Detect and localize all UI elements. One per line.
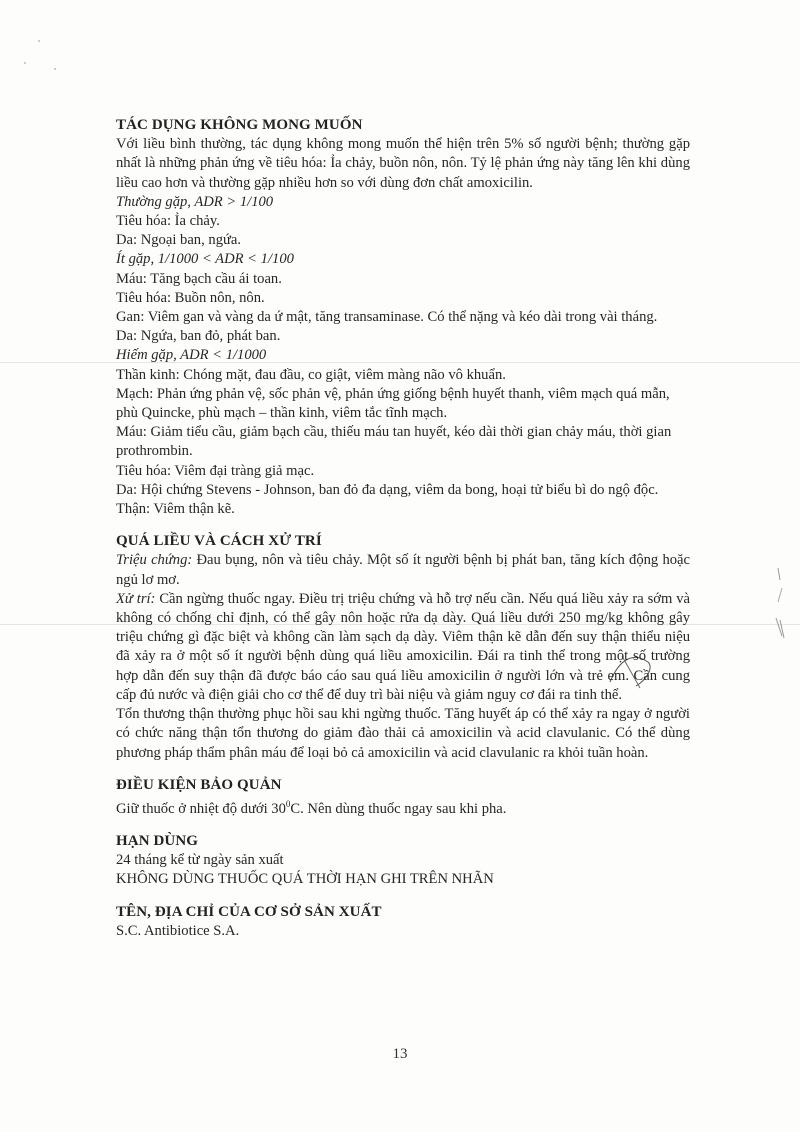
- section-heading: ĐIỀU KIỆN BẢO QUẢN: [116, 776, 282, 793]
- manufacturer-name: S.C. Antibiotice S.A.: [116, 922, 240, 939]
- adverse-effect-line: Tiêu hóa: Buồn nôn, nôn.: [116, 289, 265, 306]
- frequency-subheading: Thường gặp, ADR > 1/100: [116, 193, 274, 210]
- scan-speck: [24, 62, 26, 64]
- adverse-effect-line: Máu: Giảm tiểu cầu, giảm bạch cầu, thiếu máu tan huyết, kéo dài thời gian chảy máu, thời gian prothrombin.: [116, 424, 672, 460]
- section-heading: QUÁ LIỀU VÀ CÁCH XỬ TRÍ: [116, 533, 322, 550]
- frequency-subheading: Ít gặp, 1/1000 < ADR < 1/100: [116, 251, 294, 268]
- symptoms-paragraph: [116, 551, 690, 589]
- storage-text: [116, 795, 690, 819]
- storage-text-after: C. Nên dùng thuốc ngay sau khi pha.: [290, 800, 507, 817]
- adverse-effect-line: Máu: Tăng bạch cầu ái toan.: [116, 270, 282, 287]
- storage-text-before: Giữ thuốc ở nhiệt độ dưới 30: [116, 800, 286, 817]
- adverse-effect-line: Da: Hội chứng Stevens - Johnson, ban đỏ đa dạng, viêm da bong, hoại tử biểu bì do ngộ độc.: [116, 481, 659, 498]
- adverse-effect-line: Thận: Viêm thận kẽ.: [116, 501, 235, 518]
- adverse-effect-line: Tiêu hóa: Ỉa chảy.: [116, 213, 220, 230]
- section-heading: HẠN DÙNG: [116, 832, 199, 849]
- page-content: [116, 116, 690, 941]
- symptoms-text: Đau bụng, nôn và tiêu chảy. Một số ít người bệnh bị phát ban, tăng kích động hoặc ngủ lơ mơ.: [116, 552, 691, 588]
- degree-mark: 0: [285, 798, 291, 809]
- treatment-text: Cần ngừng thuốc ngay. Điều trị triệu chứng và hỗ trợ nếu cần. Nếu quá liều xảy ra sớm và không có chống chỉ định, có thể gây nôn hoặc rửa dạ dày. Quá liều dưới 250 mg/kg không gây triệu chứng gì đặc biệt và không cần làm sạch dạ dày. Viêm thận kẽ dẫn đến suy thận thiểu niệu đã xảy ra ở một số ít người bệnh dùng quá liều amoxicilin. Đái ra tinh thể trong một số trường hợp dẫn đến suy thận đã được báo cáo sau quá liều amoxicilin ở người lớn và trẻ em. Cần cung cấp đủ nước và điện giải cho cơ thể để duy trì bài niệu và giảm nguy cơ đái ra tinh thể.: [116, 590, 691, 703]
- shelf-life-line: 24 tháng kể từ ngày sản xuất: [116, 852, 284, 869]
- adverse-effects-list: [116, 193, 690, 519]
- treatment-paragraph: [116, 590, 690, 705]
- symptoms-label: Triệu chứng:: [116, 552, 193, 569]
- adverse-effect-line: Da: Ngứa, ban đỏ, phát ban.: [116, 328, 281, 345]
- scan-speck: [38, 40, 40, 42]
- shelf-life-warning: KHÔNG DÙNG THUỐC QUÁ THỜI HẠN GHI TRÊN NHÃN: [116, 871, 494, 888]
- adverse-effect-line: Mạch: Phản ứng phản vệ, sốc phản vệ, phản ứng giống bệnh huyết thanh, viêm mạch quá mẫn, phù Quincke, phù mạch – thần kinh, viêm tắc tĩnh mạch.: [116, 385, 670, 422]
- storage-section: [116, 776, 690, 819]
- section-heading: TÁC DỤNG KHÔNG MONG MUỐN: [116, 117, 363, 133]
- renal-paragraph: Tổn thương thận thường phục hồi sau khi ngừng thuốc. Tăng huyết áp có thể xảy ra ngay ở người có chức năng thận tổn thương do giảm đào thải cả amoxicilin và acid clavulanic. Có thể dùng phương pháp thẩm phân máu để loại bỏ cả amoxicilin và acid clavulanic ra khỏi tuần hoàn.: [116, 706, 690, 761]
- treatment-label: Xử trí:: [116, 590, 156, 607]
- manufacturer-section: [116, 903, 690, 941]
- adverse-effect-line: Tiêu hóa: Viêm đại tràng giả mạc.: [116, 462, 315, 479]
- scan-speck: [54, 68, 56, 70]
- shelf-life-section: [116, 832, 690, 890]
- frequency-subheading: Hiếm gặp, ADR < 1/1000: [116, 347, 267, 364]
- adverse-effect-line: Gan: Viêm gan và vàng da ứ mật, tăng transaminase. Có thể nặng và kéo dài trong vài tháng.: [116, 309, 658, 326]
- adverse-effect-line: Da: Ngoại ban, ngứa.: [116, 232, 242, 249]
- section-heading: TÊN, ĐỊA CHỈ CỦA CƠ SỞ SẢN XUẤT: [116, 903, 382, 920]
- page-number: 13: [392, 1046, 408, 1062]
- adverse-effects-section: [116, 116, 690, 519]
- margin-handwriting-mark: [772, 566, 790, 646]
- adverse-effect-line: Thần kinh: Chóng mặt, đau đầu, co giật, viêm màng não vô khuẩn.: [116, 366, 506, 383]
- overdose-section: [116, 532, 690, 762]
- adverse-intro-paragraph: Với liều bình thường, tác dụng không mong muốn thể hiện trên 5% số người bệnh; thường gặp nhất là những phản ứng về tiêu hóa: Ỉa chảy, buồn nôn, nôn. Tỷ lệ phản ứng này tăng lên khi dùng liều cao hơn và thường gặp nhiều hơn so với dùng đơn chất amoxicilin.: [116, 136, 690, 191]
